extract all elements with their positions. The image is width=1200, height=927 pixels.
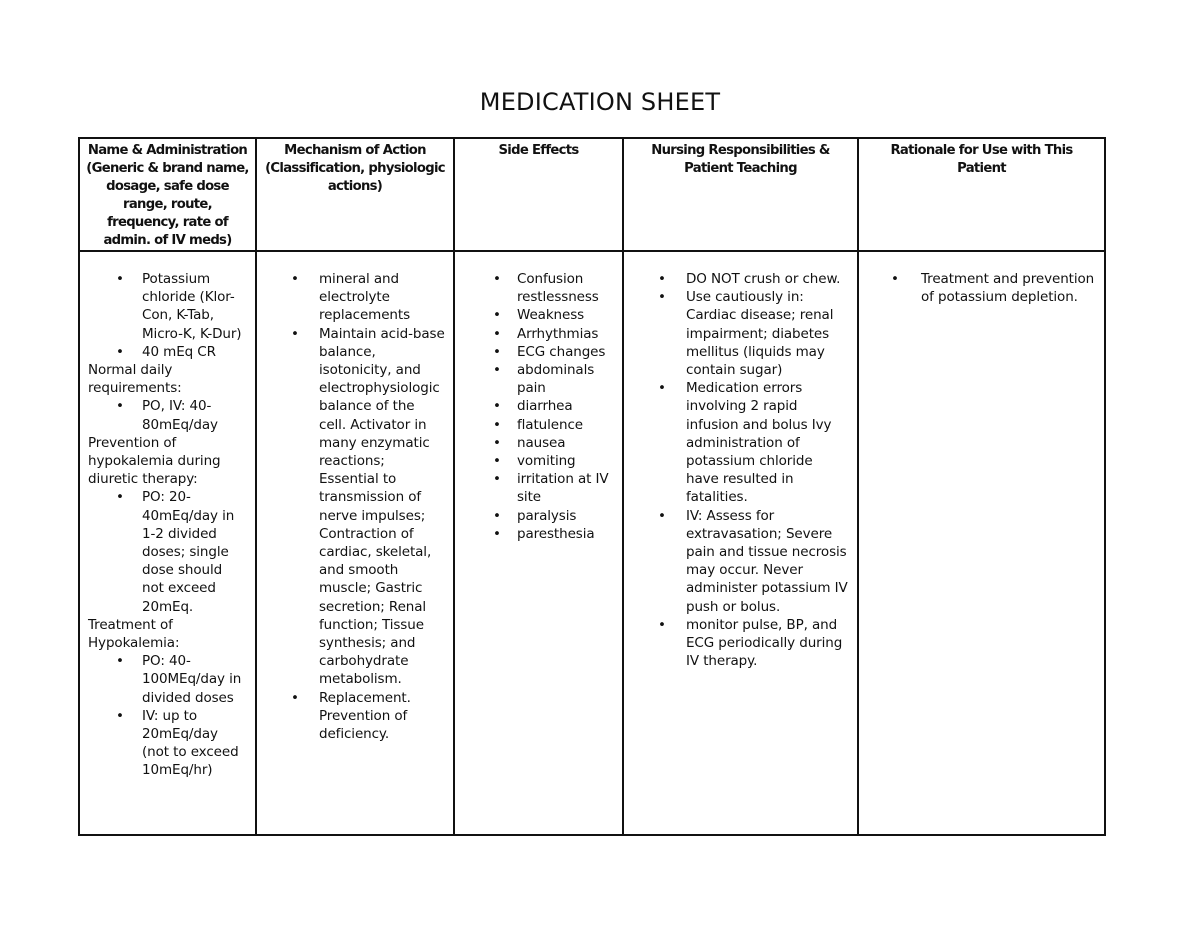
list-item: • PO: 40-100MEq/day in divided doses — [88, 652, 247, 707]
header-side-effects: Side Effects — [454, 138, 623, 251]
list-item: • flatulence — [463, 416, 614, 434]
header-nursing-responsibilities: Nursing Responsibilities & Patient Teaching — [623, 138, 858, 251]
list-item: • Confusion restlessness — [463, 270, 614, 306]
header-row — [79, 138, 1105, 251]
list-item: • Medication errors involving 2 rapid infusion and bolus Ivy administration of potassium chloride have resulted in fatalities. — [632, 379, 849, 506]
content-row — [79, 251, 1105, 835]
treatment-label: Treatment of Hypokalemia: — [88, 616, 180, 652]
list-item: • ECG changes — [463, 343, 614, 361]
list-item: • Use cautiously in: Cardiac disease; renal impairment; diabetes mellitus (liquids may contain sugar) — [632, 288, 849, 379]
header-name-administration: Name & Administration (Generic & brand name, dosage, safe dose range, route, frequency, rate of admin. of IV meds) — [79, 138, 256, 251]
list-item: • Potassium chloride (Klor-Con, K-Tab, Micro-K, K-Dur) — [88, 270, 247, 343]
list-item: • nausea — [463, 434, 614, 452]
list-item: • abdominals pain — [463, 361, 614, 397]
list-item: • Treatment and prevention of potassium depletion. — [867, 270, 1096, 306]
drug-name-list — [88, 270, 247, 361]
page-title: MEDICATION SHEET — [479, 88, 721, 116]
medication-table — [78, 137, 1106, 836]
nursing-list — [632, 270, 849, 670]
list-item: • Arrhythmias — [463, 325, 614, 343]
cell-name-administration — [79, 251, 256, 835]
list-item: • diarrhea — [463, 397, 614, 415]
prevention-dose-list — [88, 488, 247, 615]
list-item: • PO, IV: 40-80mEq/day — [88, 397, 247, 433]
mechanism-list — [265, 270, 445, 743]
rationale-list — [867, 270, 1096, 306]
list-item: • 40 mEq CR — [88, 343, 247, 361]
list-item: • paresthesia — [463, 525, 614, 543]
cell-side-effects — [454, 251, 623, 835]
list-item: • Weakness — [463, 306, 614, 324]
list-item: • irritation at IV site — [463, 470, 614, 506]
list-item: • monitor pulse, BP, and ECG periodically during IV therapy. — [632, 616, 849, 671]
list-item: • PO: 20-40mEq/day in 1-2 divided doses; single dose should not exceed 20mEq. — [88, 488, 247, 615]
list-item: • paralysis — [463, 507, 614, 525]
normal-dose-list — [88, 397, 247, 433]
list-item: • mineral and electrolyte replacements — [265, 270, 445, 325]
list-item: • IV: Assess for extravasation; Severe pain and tissue necrosis may occur. Never administer potassium IV push or bolus. — [632, 507, 849, 616]
header-mechanism-of-action: Mechanism of Action (Classification, physiologic actions) — [256, 138, 454, 251]
cell-rationale — [858, 251, 1105, 835]
list-item: • DO NOT crush or chew. — [632, 270, 849, 288]
side-effects-list — [463, 270, 614, 543]
cell-nursing-responsibilities — [623, 251, 858, 835]
prevention-label: Prevention of hypokalemia during diuretic therapy: — [88, 434, 221, 488]
normal-requirements-label: Normal daily requirements: — [88, 362, 182, 397]
list-item: • Replacement. Prevention of deficiency. — [265, 689, 445, 744]
cell-mechanism-of-action — [256, 251, 454, 835]
header-rationale: Rationale for Use with This Patient — [858, 138, 1105, 251]
list-item: • IV: up to 20mEq/day (not to exceed 10mEq/hr) — [88, 707, 247, 780]
list-item: • Maintain acid-base balance, isotonicity, and electrophysiologic balance of the cell. Activator in many enzymatic reactions; Essential to transmission of nerve impulses; Contraction of cardiac, skeletal, and smooth muscle; Gastric secretion; Renal function; Tissue synthesis; and carbohydrate metabolism. — [265, 325, 445, 689]
list-item: • vomiting — [463, 452, 614, 470]
treatment-dose-list — [88, 652, 247, 779]
